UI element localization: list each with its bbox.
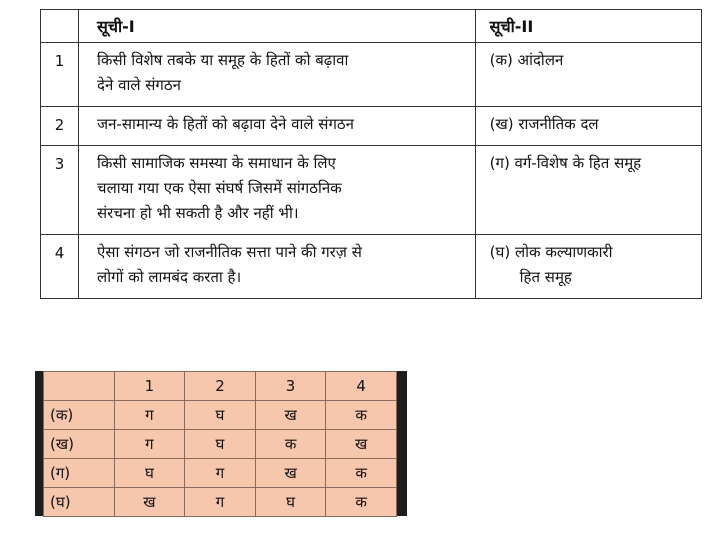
options-header-cell: 3 — [255, 372, 326, 401]
options-table — [43, 371, 397, 517]
table-row — [41, 107, 702, 146]
table-row — [41, 146, 702, 235]
option-row — [44, 488, 397, 517]
list-1-item — [79, 235, 476, 299]
option-label: (घ) — [44, 488, 115, 517]
matching-table-header — [41, 10, 702, 43]
list-1-line: लोगों को लामबंद करता है। — [97, 268, 242, 286]
option-cell: ग — [185, 488, 256, 517]
options-table-frame — [35, 371, 407, 516]
option-cell: ग — [114, 430, 185, 459]
option-label: (क) — [44, 401, 115, 430]
list-1-line: देने वाले संगठन — [97, 76, 181, 94]
header-num — [41, 10, 79, 43]
header-list-1: सूची-I — [79, 10, 476, 43]
option-cell: ग — [114, 401, 185, 430]
option-row — [44, 430, 397, 459]
option-cell: ख — [255, 459, 326, 488]
list-2-item — [475, 107, 701, 146]
list-2-line — [490, 265, 693, 290]
list-1-item — [79, 43, 476, 107]
table-row — [41, 235, 702, 299]
options-header-cell — [44, 372, 115, 401]
option-cell: क — [255, 430, 326, 459]
options-header-cell: 4 — [326, 372, 397, 401]
list-1-item — [79, 146, 476, 235]
row-number: 2 — [41, 107, 79, 146]
list-1-line: चलाया गया एक ऐसा संघर्ष जिसमें सांगठनिक — [97, 179, 342, 197]
list-2-item — [475, 146, 701, 235]
option-cell: घ — [185, 430, 256, 459]
option-cell: क — [326, 401, 397, 430]
row-number: 1 — [41, 43, 79, 107]
list-2-line-continued: हित समूह — [519, 268, 572, 286]
list-1-line: किसी विशेष तबके या समूह के हितों को बढ़ावा — [97, 51, 349, 69]
option-cell: क — [326, 488, 397, 517]
option-cell: ख — [326, 430, 397, 459]
options-header-cell: 2 — [185, 372, 256, 401]
option-cell: घ — [185, 401, 256, 430]
option-row — [44, 459, 397, 488]
row-number: 3 — [41, 146, 79, 235]
list-1-line: ऐसा संगठन जो राजनीतिक सत्ता पाने की गरज़ से — [97, 243, 362, 261]
list-2-line: (क) आंदोलन — [489, 51, 564, 69]
list-2-line: (ग) वर्ग-विशेष के हित समूह — [489, 154, 642, 172]
option-row — [44, 401, 397, 430]
row-number: 4 — [41, 235, 79, 299]
option-cell: ख — [114, 488, 185, 517]
options-header-row — [44, 372, 397, 401]
matching-table — [40, 9, 702, 299]
list-1-line: संरचना हो भी सकती है और नहीं भी। — [97, 204, 299, 222]
list-1-line: जन-सामान्य के हितों को बढ़ावा देने वाले संगठन — [97, 115, 354, 133]
list-1-item — [79, 107, 476, 146]
option-cell: घ — [255, 488, 326, 517]
option-cell: ख — [255, 401, 326, 430]
list-2-item — [475, 235, 701, 299]
list-2-item — [475, 43, 701, 107]
table-row — [41, 43, 702, 107]
options-header-cell: 1 — [114, 372, 185, 401]
option-cell: घ — [114, 459, 185, 488]
option-cell: ग — [185, 459, 256, 488]
list-2-line: (ख) राजनीतिक दल — [489, 115, 599, 133]
option-label: (ख) — [44, 430, 115, 459]
list-2-line: (घ) लोक कल्याणकारी — [489, 243, 613, 261]
header-list-2: सूची-II — [475, 10, 701, 43]
list-1-line: किसी सामाजिक समस्या के समाधान के लिए — [97, 154, 336, 172]
option-cell: क — [326, 459, 397, 488]
option-label: (ग) — [44, 459, 115, 488]
